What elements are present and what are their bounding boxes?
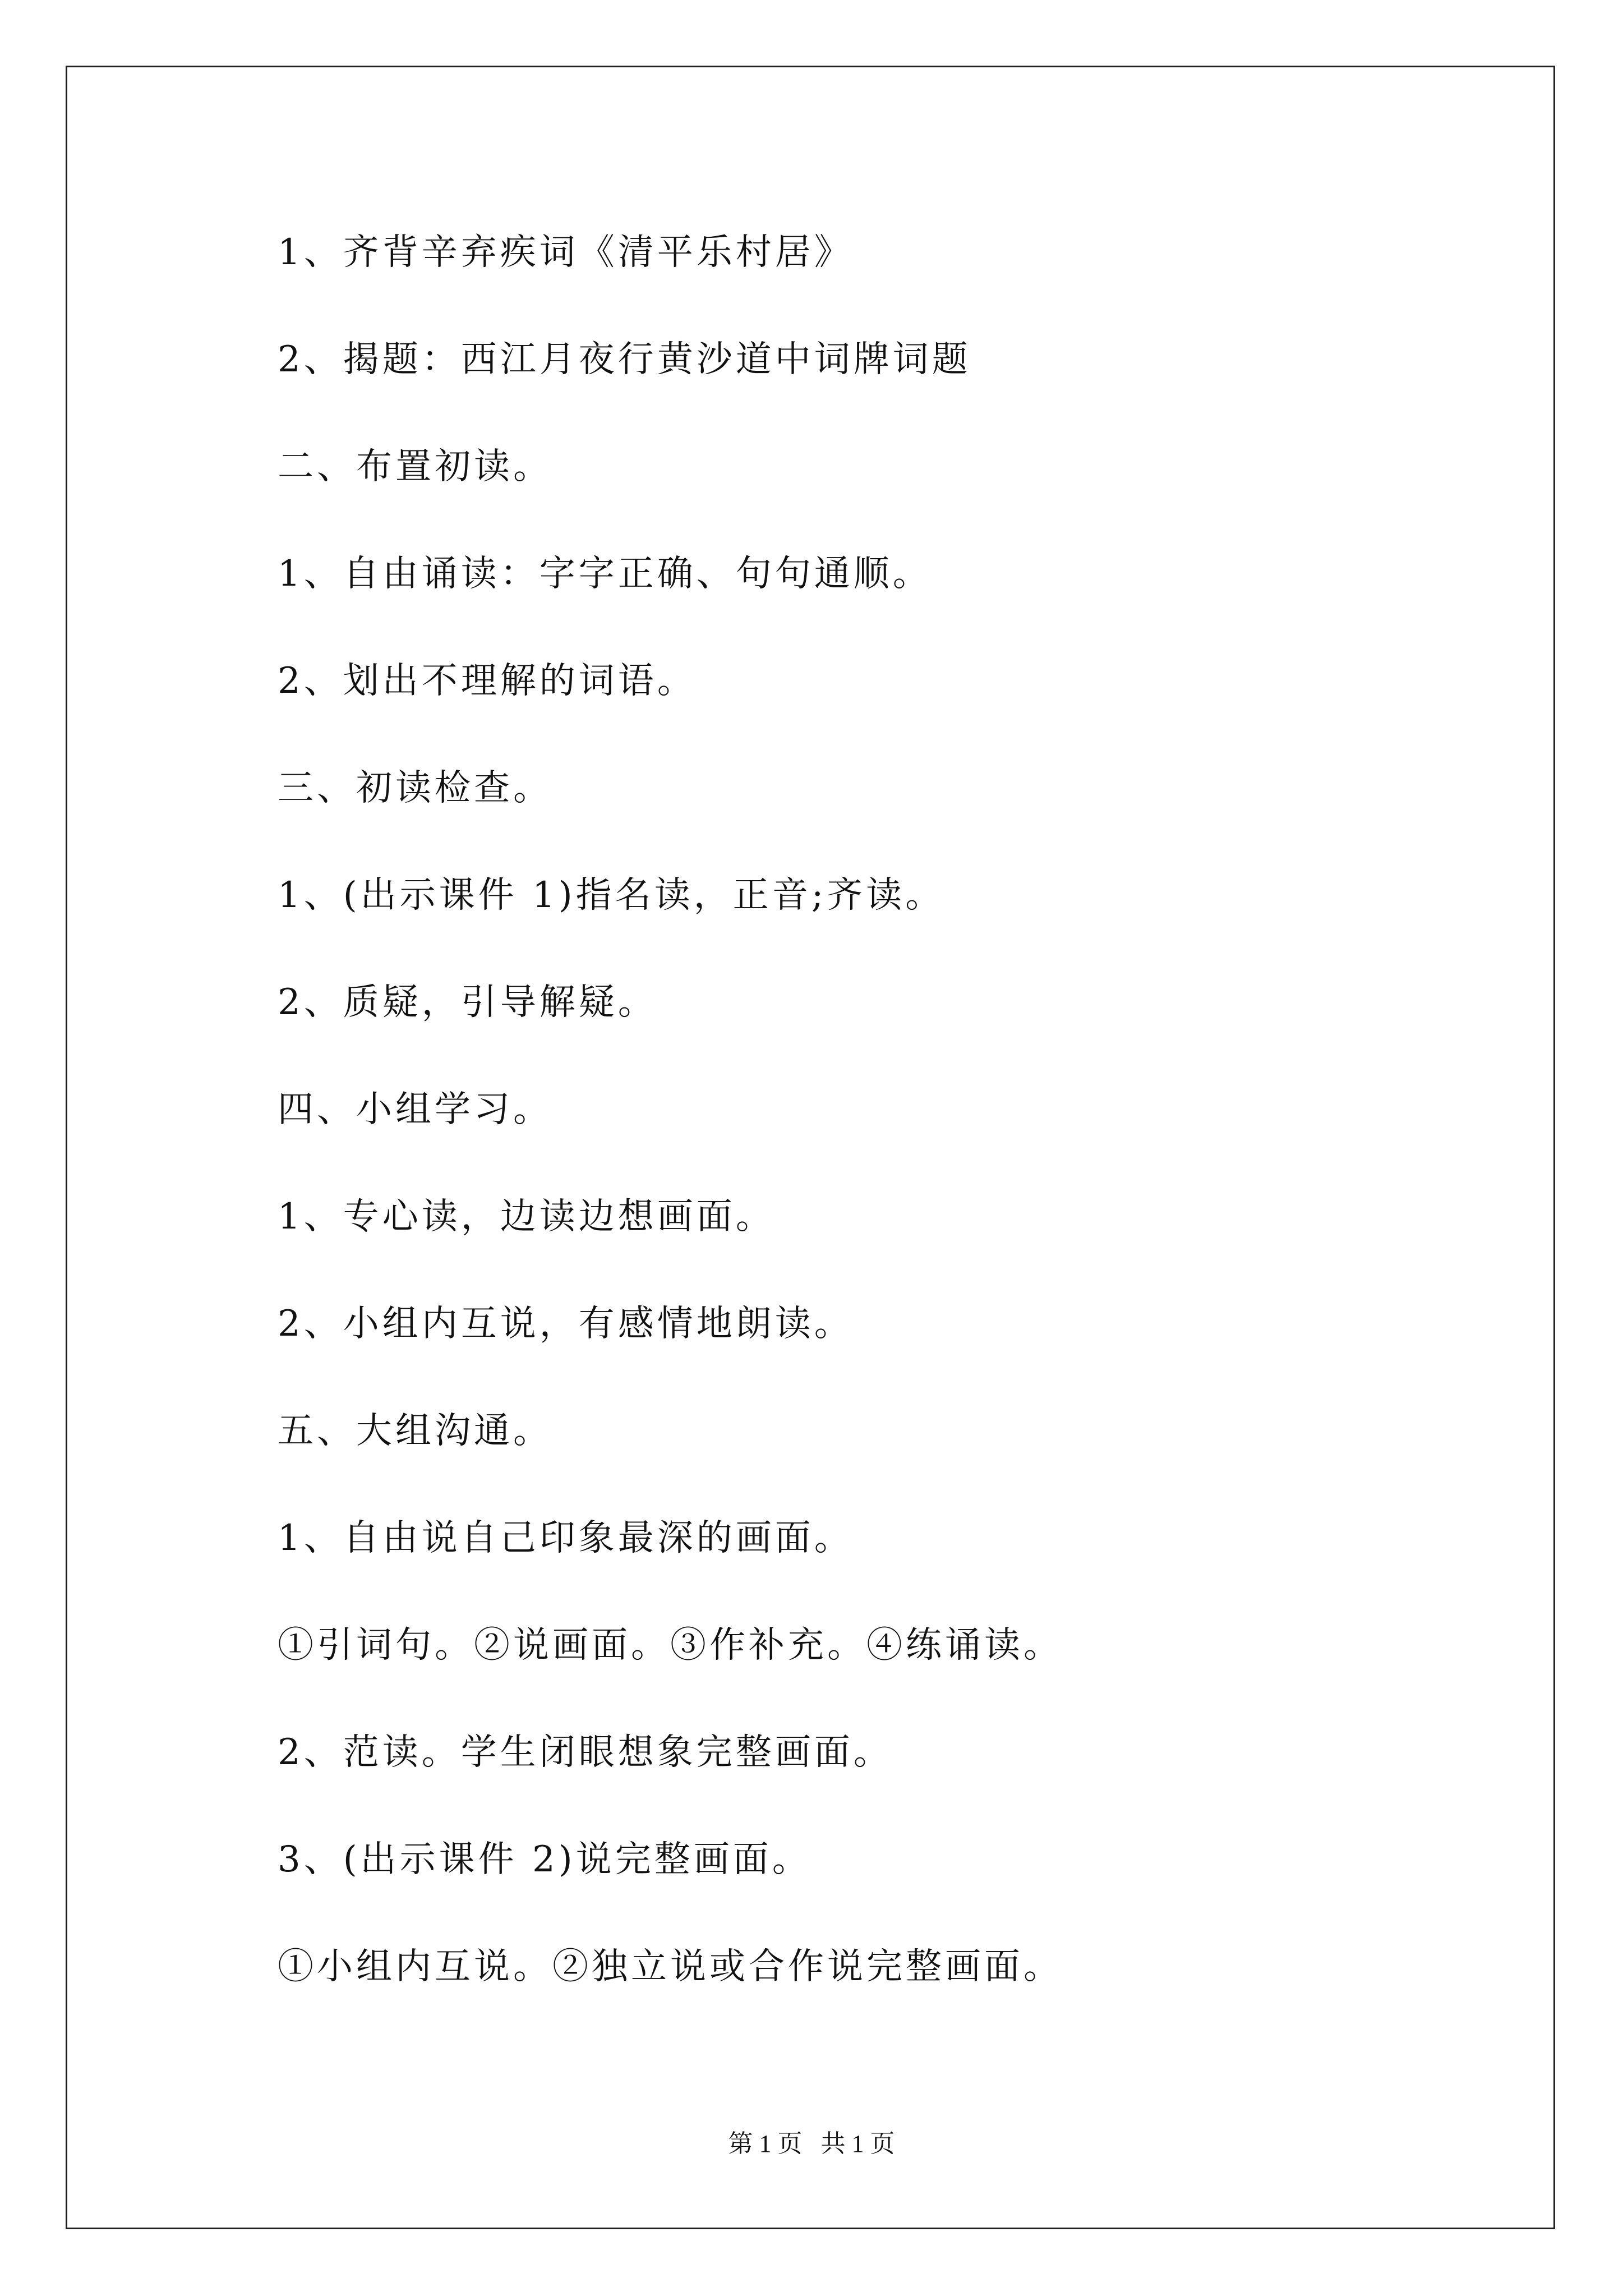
- text-line: 2、小组内互说，有感情地朗读。: [278, 1303, 854, 1345]
- text-line: 1、自由诵读：字字正确、句句通顺。: [278, 553, 932, 595]
- text-line: 2、质疑，引导解疑。: [278, 982, 657, 1023]
- section-heading: 二、布置初读。: [278, 446, 552, 487]
- text-line: 1、自由说自己印象最深的画面。: [278, 1517, 854, 1559]
- text-line: 1、齐背辛弃疾词《清平乐村居》: [278, 232, 854, 273]
- page-footer: 第 1 页 共 1 页: [728, 2130, 895, 2157]
- section-heading: 五、大组沟通。: [278, 1410, 552, 1452]
- section-heading: 三、初读检查。: [278, 767, 552, 809]
- document-body: [278, 222, 1455, 2043]
- text-line: 2、范读。学生闭眼想象完整画面。: [278, 1732, 893, 1773]
- text-line: 1、专心读，边读边想画面。: [278, 1196, 775, 1237]
- text-line: 2、揭题：西江月夜行黄沙道中词牌词题: [278, 339, 971, 380]
- text-line: ①小组内互说。②独立说或合作说完整画面。: [278, 1946, 1063, 1987]
- text-line: 2、划出不理解的词语。: [278, 660, 697, 702]
- text-line: 3、(出示课件 2)说完整画面。: [278, 1839, 811, 1880]
- text-line: ①引词句。②说画面。③作补充。④练诵读。: [278, 1625, 1063, 1666]
- section-heading: 四、小组学习。: [278, 1089, 552, 1130]
- text-line: 1、(出示课件 1)指名读，正音;齐读。: [278, 875, 945, 916]
